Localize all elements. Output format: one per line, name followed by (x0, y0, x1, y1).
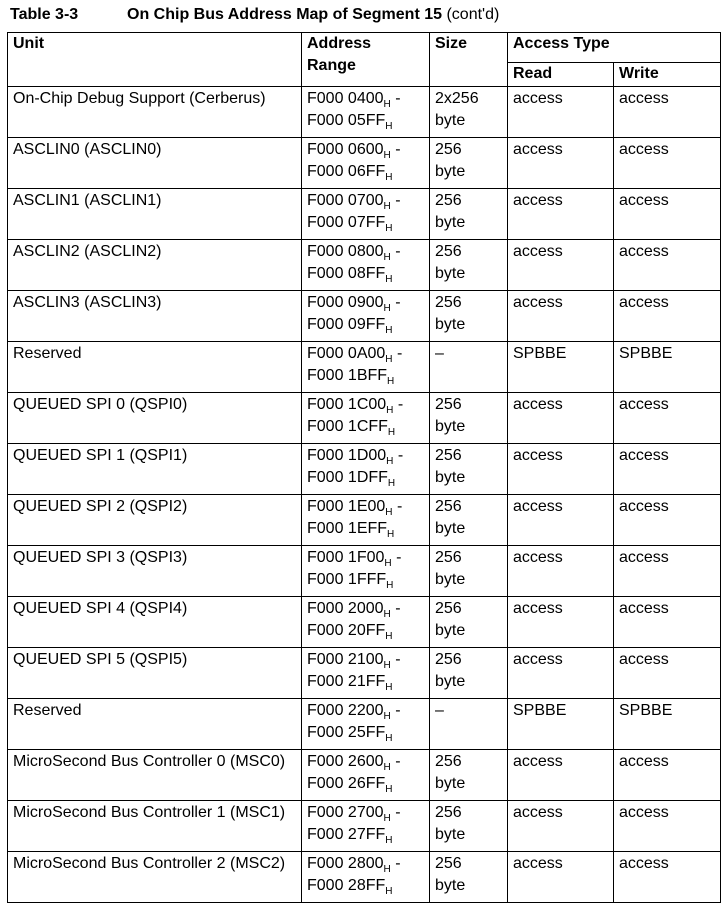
cell-size (430, 546, 508, 597)
address-start-value: F000 2700 (307, 804, 384, 821)
size-line: byte (435, 877, 466, 894)
address-end (307, 212, 424, 234)
address-start: F000 $0700_H$ - (307, 192, 401, 212)
cell-unit (8, 342, 302, 393)
table-row (8, 342, 721, 393)
address-start: F000 $0800_H$ - (307, 243, 401, 263)
cell-address-range (302, 444, 430, 495)
cell-address-range (302, 699, 430, 750)
cell-read (508, 291, 614, 342)
cell-unit (8, 189, 302, 240)
table-row (8, 495, 721, 546)
address-start-value: F000 0400 (307, 90, 384, 107)
cell-size (430, 240, 508, 291)
write-access: access (619, 855, 669, 872)
size-line: byte (435, 673, 466, 690)
address-start: F000 $0A00_H$ - (307, 345, 403, 365)
hex-suffix: H (386, 580, 394, 591)
hex-suffix: H (387, 427, 396, 438)
size-line: byte (435, 469, 466, 486)
write-access: SPBBE (619, 345, 673, 362)
size-line: 256 (435, 192, 462, 209)
header-address-line-2: Range (307, 57, 356, 74)
cell-address-range (302, 138, 430, 189)
address-end (307, 671, 424, 693)
write-access: access (619, 447, 669, 464)
unit-name: On-Chip Debug Support (Cerberus) (13, 90, 266, 107)
size-line: 256 (435, 447, 462, 464)
size-line: byte (435, 112, 466, 129)
cell-unit (8, 597, 302, 648)
cell-write (614, 852, 721, 903)
address-start: F000 $1F00_H$ - (307, 549, 402, 569)
address-start-value: F000 2800 (307, 855, 384, 872)
address-end (307, 467, 424, 489)
size-line: byte (435, 265, 466, 282)
cell-read (508, 393, 614, 444)
cell-read (508, 546, 614, 597)
table-body (8, 87, 721, 903)
size-line: byte (435, 418, 466, 435)
cell-address-range (302, 597, 430, 648)
read-access: access (513, 396, 563, 413)
size-line: 256 (435, 549, 462, 566)
hex-suffix: H (383, 762, 391, 773)
address-end-value: F000 1EFF (307, 520, 388, 537)
cell-size (430, 750, 508, 801)
address-start: F000 $1C00_H$ - (307, 396, 404, 416)
address-start-value: F000 0900 (307, 294, 384, 311)
hex-suffix: H (385, 223, 393, 234)
hex-suffix: H (387, 376, 395, 387)
cell-read (508, 444, 614, 495)
read-access: access (513, 600, 563, 617)
cell-size (430, 138, 508, 189)
cell-size (430, 597, 508, 648)
cell-size (430, 291, 508, 342)
hex-suffix: H (387, 478, 396, 489)
table-row (8, 393, 721, 444)
address-end-value: F000 07FF (307, 214, 386, 231)
address-end (307, 263, 424, 285)
address-end-value: F000 25FF (307, 724, 386, 741)
header-size: Size (430, 33, 508, 87)
read-access: access (513, 447, 563, 464)
address-start-value: F000 0800 (307, 243, 384, 260)
size-line: – (435, 345, 444, 362)
cell-size (430, 648, 508, 699)
cell-read (508, 87, 614, 138)
address-end-value: F000 26FF (307, 775, 386, 792)
unit-name: QUEUED SPI 4 (QSPI4) (13, 600, 188, 617)
address-end-value: F000 06FF (307, 163, 386, 180)
read-access: access (513, 651, 563, 668)
unit-name: MicroSecond Bus Controller 1 (MSC1) (13, 804, 286, 821)
cell-write (614, 495, 721, 546)
address-end-value: F000 21FF (307, 673, 386, 690)
cell-unit (8, 240, 302, 291)
cell-write (614, 393, 721, 444)
address-end-value: F000 09FF (307, 316, 386, 333)
cell-size (430, 87, 508, 138)
cell-write (614, 597, 721, 648)
unit-name: ASCLIN0 (ASCLIN0) (13, 141, 162, 158)
size-line: byte (435, 163, 466, 180)
cell-write (614, 138, 721, 189)
header-unit: Unit (8, 33, 302, 87)
address-end (307, 875, 424, 897)
cell-write (614, 648, 721, 699)
hex-suffix: H (385, 121, 393, 132)
size-line: – (435, 702, 444, 719)
address-end-value: F000 1DFF (307, 469, 388, 486)
unit-name: QUEUED SPI 5 (QSPI5) (13, 651, 188, 668)
cell-address-range (302, 648, 430, 699)
address-end (307, 824, 424, 846)
table-row (8, 801, 721, 852)
address-end (307, 773, 424, 795)
address-start-value: F000 1D00 (307, 447, 387, 464)
cell-size (430, 189, 508, 240)
write-access: access (619, 294, 669, 311)
table-row (8, 291, 721, 342)
hex-suffix: H (385, 631, 393, 642)
cell-unit (8, 648, 302, 699)
cell-read (508, 495, 614, 546)
address-end (307, 620, 424, 642)
unit-name: QUEUED SPI 0 (QSPI0) (13, 396, 188, 413)
read-access: access (513, 855, 563, 872)
address-map-table (7, 32, 721, 903)
address-start: F000 $2800_H$ - (307, 855, 401, 875)
write-access: access (619, 753, 669, 770)
cell-read (508, 648, 614, 699)
cell-unit (8, 138, 302, 189)
hex-suffix: H (383, 201, 391, 212)
address-end (307, 569, 424, 591)
unit-name: QUEUED SPI 3 (QSPI3) (13, 549, 188, 566)
address-start: F000 $1E00_H$ - (307, 498, 403, 518)
hex-suffix: H (384, 558, 392, 569)
read-access: access (513, 294, 563, 311)
address-end-value: F000 27FF (307, 826, 386, 843)
read-access: access (513, 753, 563, 770)
unit-name: ASCLIN1 (ASCLIN1) (13, 192, 162, 209)
write-access: SPBBE (619, 702, 673, 719)
address-start: F000 $0400_H$ - (307, 90, 401, 110)
cell-size (430, 342, 508, 393)
unit-name: QUEUED SPI 1 (QSPI1) (13, 447, 188, 464)
cell-read (508, 342, 614, 393)
hex-suffix: H (387, 529, 395, 540)
cell-address-range (302, 750, 430, 801)
size-line: 256 (435, 498, 462, 515)
size-line: 256 (435, 243, 462, 260)
size-line: 2x256 (435, 90, 479, 107)
address-end-value: F000 08FF (307, 265, 386, 282)
cell-write (614, 444, 721, 495)
address-end-value: F000 1CFF (307, 418, 388, 435)
cell-address-range (302, 189, 430, 240)
hex-suffix: H (383, 660, 391, 671)
hex-suffix: H (385, 835, 393, 846)
header-address-range (302, 33, 430, 87)
cell-unit (8, 495, 302, 546)
cell-size (430, 495, 508, 546)
hex-suffix: H (385, 354, 393, 365)
address-start: F000 $2100_H$ - (307, 651, 401, 671)
address-start-value: F000 2600 (307, 753, 384, 770)
header-write: Write (614, 62, 721, 86)
address-start: F000 $2700_H$ - (307, 804, 401, 824)
cell-unit (8, 801, 302, 852)
cell-write (614, 240, 721, 291)
table-row (8, 189, 721, 240)
address-end (307, 365, 424, 387)
write-access: access (619, 600, 669, 617)
cell-write (614, 291, 721, 342)
cell-read (508, 240, 614, 291)
address-start-value: F000 2100 (307, 651, 384, 668)
address-end-value: F000 1BFF (307, 367, 388, 384)
table-row (8, 750, 721, 801)
hex-suffix: H (385, 784, 393, 795)
address-start-value: F000 0600 (307, 141, 384, 158)
cell-unit (8, 546, 302, 597)
address-end-value: F000 1FFF (307, 571, 387, 588)
address-start: F000 $2600_H$ - (307, 753, 401, 773)
table-row (8, 444, 721, 495)
cell-unit (8, 444, 302, 495)
size-line: 256 (435, 396, 462, 413)
write-access: access (619, 396, 669, 413)
address-start-value: F000 1F00 (307, 549, 385, 566)
cell-read (508, 138, 614, 189)
cell-unit (8, 852, 302, 903)
read-access: access (513, 192, 563, 209)
address-start-value: F000 0A00 (307, 345, 386, 362)
read-access: access (513, 141, 563, 158)
cell-read (508, 597, 614, 648)
address-end (307, 722, 424, 744)
size-line: byte (435, 214, 466, 231)
cell-write (614, 750, 721, 801)
address-start: F000 $0600_H$ - (307, 141, 401, 161)
size-line: byte (435, 520, 466, 537)
address-start: F000 $2200_H$ - (307, 702, 401, 722)
write-access: access (619, 192, 669, 209)
table-row (8, 699, 721, 750)
cell-address-range (302, 546, 430, 597)
table-title: On Chip Bus Address Map of Segment 15 (127, 6, 443, 23)
table-row (8, 87, 721, 138)
header-access-type: Access Type (508, 33, 721, 63)
hex-suffix: H (385, 274, 393, 285)
cell-address-range (302, 495, 430, 546)
unit-name: MicroSecond Bus Controller 2 (MSC2) (13, 855, 286, 872)
hex-suffix: H (385, 325, 393, 336)
unit-name: Reserved (13, 702, 82, 719)
cell-write (614, 342, 721, 393)
address-end (307, 110, 424, 132)
cell-address-range (302, 852, 430, 903)
cell-address-range (302, 393, 430, 444)
table-row (8, 852, 721, 903)
address-start-value: F000 1E00 (307, 498, 386, 515)
cell-size (430, 393, 508, 444)
cell-unit (8, 750, 302, 801)
hex-suffix: H (383, 711, 391, 722)
read-access: access (513, 804, 563, 821)
hex-suffix: H (385, 733, 393, 744)
read-access: access (513, 243, 563, 260)
read-access: access (513, 90, 563, 107)
unit-name: MicroSecond Bus Controller 0 (MSC0) (13, 753, 286, 770)
unit-name: QUEUED SPI 2 (QSPI2) (13, 498, 188, 515)
write-access: access (619, 549, 669, 566)
cell-read (508, 699, 614, 750)
read-access: SPBBE (513, 345, 567, 362)
hex-suffix: H (385, 886, 393, 897)
cell-address-range (302, 801, 430, 852)
hex-suffix: H (386, 405, 394, 416)
write-access: access (619, 90, 669, 107)
size-line: 256 (435, 141, 462, 158)
size-line: byte (435, 316, 466, 333)
hex-suffix: H (383, 99, 391, 110)
cell-write (614, 87, 721, 138)
hex-suffix: H (385, 507, 393, 518)
hex-suffix: H (386, 456, 394, 467)
header-read: Read (508, 62, 614, 86)
cell-size (430, 801, 508, 852)
hex-suffix: H (383, 864, 391, 875)
table-header (8, 33, 721, 87)
cell-write (614, 546, 721, 597)
read-access: access (513, 549, 563, 566)
table-caption (10, 5, 499, 25)
table-row (8, 546, 721, 597)
hex-suffix: H (383, 150, 391, 161)
cell-unit (8, 87, 302, 138)
cell-write (614, 699, 721, 750)
cell-address-range (302, 240, 430, 291)
address-start: F000 $2000_H$ - (307, 600, 401, 620)
size-line: byte (435, 775, 466, 792)
cell-unit (8, 393, 302, 444)
hex-suffix: H (383, 252, 391, 263)
cell-read (508, 189, 614, 240)
size-line: byte (435, 826, 466, 843)
size-line: 256 (435, 804, 462, 821)
address-end (307, 416, 424, 438)
table-title-suffix: (cont'd) (446, 6, 500, 23)
size-line: 256 (435, 600, 462, 617)
hex-suffix: H (383, 609, 391, 620)
write-access: access (619, 804, 669, 821)
address-end-value: F000 28FF (307, 877, 386, 894)
cell-read (508, 852, 614, 903)
unit-name: ASCLIN2 (ASCLIN2) (13, 243, 162, 260)
write-access: access (619, 141, 669, 158)
address-end-value: F000 05FF (307, 112, 386, 129)
size-line: byte (435, 571, 466, 588)
size-line: 256 (435, 651, 462, 668)
table-row (8, 138, 721, 189)
hex-suffix: H (385, 172, 393, 183)
address-end-value: F000 20FF (307, 622, 386, 639)
size-line: byte (435, 622, 466, 639)
address-start-value: F000 1C00 (307, 396, 387, 413)
cell-write (614, 189, 721, 240)
read-access: SPBBE (513, 702, 567, 719)
write-access: access (619, 651, 669, 668)
size-line: 256 (435, 855, 462, 872)
hex-suffix: H (385, 682, 393, 693)
hex-suffix: H (383, 303, 391, 314)
table-row (8, 648, 721, 699)
hex-suffix: H (383, 813, 391, 824)
cell-read (508, 801, 614, 852)
cell-address-range (302, 291, 430, 342)
cell-unit (8, 291, 302, 342)
read-access: access (513, 498, 563, 515)
table-number: Table 3-3 (10, 6, 79, 23)
table-row (8, 597, 721, 648)
cell-unit (8, 699, 302, 750)
cell-size (430, 444, 508, 495)
address-start-value: F000 0700 (307, 192, 384, 209)
address-start-value: F000 2000 (307, 600, 384, 617)
size-line: 256 (435, 753, 462, 770)
address-end (307, 518, 424, 540)
unit-name: ASCLIN3 (ASCLIN3) (13, 294, 162, 311)
address-end (307, 161, 424, 183)
write-access: access (619, 243, 669, 260)
header-address-line-1: Address (307, 35, 372, 52)
address-start: F000 $1D00_H$ - (307, 447, 404, 467)
cell-read (508, 750, 614, 801)
cell-address-range (302, 87, 430, 138)
write-access: access (619, 498, 669, 515)
cell-address-range (302, 342, 430, 393)
unit-name: Reserved (13, 345, 82, 362)
address-end (307, 314, 424, 336)
cell-size (430, 699, 508, 750)
cell-write (614, 801, 721, 852)
address-start-value: F000 2200 (307, 702, 384, 719)
size-line: 256 (435, 294, 462, 311)
cell-size (430, 852, 508, 903)
address-start: F000 $0900_H$ - (307, 294, 401, 314)
table-row (8, 240, 721, 291)
